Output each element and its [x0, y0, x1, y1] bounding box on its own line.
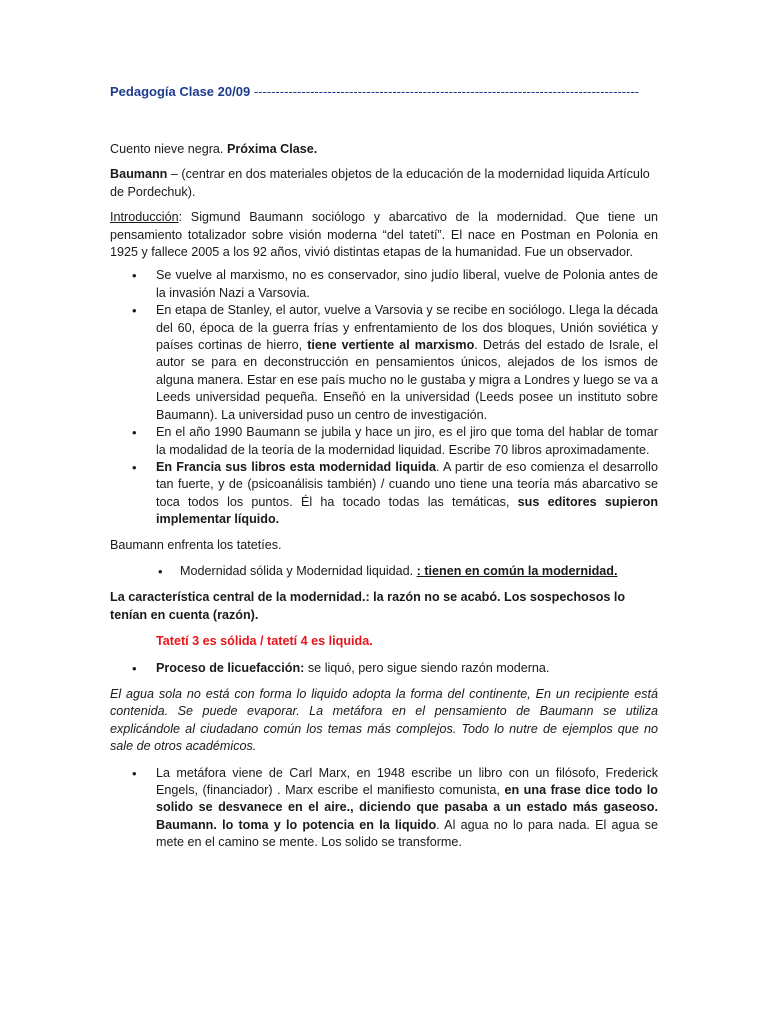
list-item [110, 302, 658, 424]
bold-underlined-text: : tienen en común la modernidad. [416, 563, 618, 578]
document-page [110, 84, 658, 852]
title-text: Pedagogía Clase 20/09 [110, 84, 251, 99]
bullet-list-bio [110, 267, 658, 528]
text: Cuento nieve negra. [110, 142, 227, 156]
title-dashes: ----------------------------------------------------------------------------------------- [253, 84, 640, 99]
bullet-list-process [110, 660, 658, 677]
document-title [110, 84, 658, 99]
paragraph-italic: El agua sola no está con forma lo liquido adopta la forma del continente, En un recipiente está contenida. Se puede evaporar. La metáfora en el pensamiento de Baumann se utiliza explicándole al ciudadano común los temas más complejos. Todo lo nutre de ejemplos que no sale de otros académicos. [110, 686, 658, 754]
text: se liquó, pero sigue siendo razón moderna. [304, 660, 550, 675]
text: : Sigmund Baumann sociólogo y abarcativo de la modernidad. Que tiene un pensamiento totalizador sobre visión moderna “del tatetí”. El nace en Postman en Polonia en 1925 y fallece 2005 a los 92 años, vivió distintas etapas de la humanidad. Fue un observador. [110, 210, 658, 260]
bullet-list-marx [110, 765, 658, 852]
list-item [110, 563, 658, 580]
text: – (centrar en dos materiales objetos de la educación de la modernidad liquida Artículo de Pordechuk). [110, 167, 650, 199]
bold-text: en una frase dice todo lo solido se desvanece en el aire., diciendo que pasaba a un estado más gaseoso. Baumann. lo toma y lo potencia en la liquido [156, 783, 658, 832]
bold-text: sus editores supieron implementar líquido. [156, 494, 659, 527]
intro-label: Introducción [110, 210, 179, 225]
text: En el año 1990 Baumann se jubila y hace un jiro, es el jiro que toma del hablar de tomar la modalidad de la teoría de la modernidad liquidad. Escribe 70 libros aproximadamente. [156, 425, 658, 457]
bold-text: Próxima Clase. [226, 142, 318, 156]
paragraph-next-class [110, 141, 658, 158]
text: . Detrás del estado de Israle, el autor se para en deconstrucción en pensamientos únicos, alejados de los ismos de alguna manera. Estar en ese país mucho no le gustaba y migra a Londres y luego se va a Leeds universidad pequeña. Enseñó en la universidad (Leeds posee un instituto sobre Baumann). La universidad puso un centro de investigación. [156, 338, 659, 422]
bullet-list-modernity [110, 563, 658, 580]
paragraph-tatetis: Baumann enfrenta los tatetíes. [110, 537, 282, 552]
list-item [110, 267, 658, 302]
paragraph-central-characteristic [110, 589, 658, 624]
text: . A partir de eso comienza el desarrollo tan fuerte, y de (psicoanálisis también) / cuando uno tiene una teoría más abarcativo se toca todos los puntos. Él ha tocado todas las temáticas, [156, 459, 658, 509]
list-item [110, 765, 658, 852]
bold-text: En Francia sus libros esta modernidad liquida [156, 459, 436, 474]
text: Modernidad sólida y Modernidad liquidad. [180, 563, 417, 578]
bold-text: Proceso de licuefacción: [156, 660, 305, 675]
text: . Al agua no lo para nada. El agua se mete en el camino se mente. Los solido se transforme. [156, 817, 658, 850]
list-item [110, 660, 658, 677]
paragraph-intro [110, 209, 658, 261]
text: Se vuelve al marxismo, no es conservador, sino judío liberal, vuelve de Polonia antes de la invasión Nazi a Varsovia. [156, 268, 658, 300]
text: La metáfora viene de Carl Marx, en 1948 escribe un libro con un filósofo, Frederick Engels, (financiador) . Marx escribe el manifiesto comunista, [156, 765, 658, 797]
text: En etapa de Stanley, el autor, vuelve a Varsovia y se recibe en sociólogo. Llega la década del 60, época de la guerra frías y enfrentamiento de los dos bloques, Unión soviética y países cortinas de hierro, [156, 303, 658, 353]
paragraph-baumann [110, 166, 658, 201]
list-item [110, 424, 658, 459]
list-item [110, 459, 658, 529]
red-note: Tatetí 3 es sólida / tatetí 4 es liquida. [156, 634, 373, 649]
bold-text: tiene vertiente al marxismo [307, 338, 475, 353]
bold-text: Baumann [110, 167, 168, 182]
bold-text: La característica central de la modernidad.: la razón no se acabó. Los sospechosos lo tenían en cuenta (razón). [110, 590, 626, 622]
